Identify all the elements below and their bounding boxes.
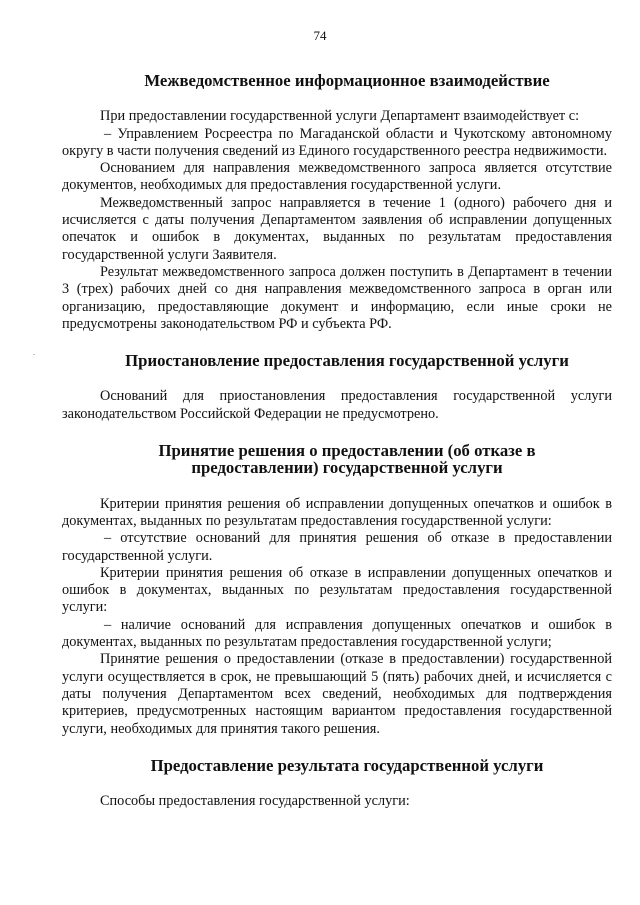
paragraph: Основанием для направления межведомственного запроса является отсутствие документов, необходимых для предоставления государственной услуги. [62, 160, 612, 194]
paragraph: Принятие решения о предоставлении (отказе в предоставлении) государственной услуги осуществляется в срок, не превышающий 5 (пять) рабочих дней, и исчисляется с даты получения Департаментом всех сведений, необходимых для подтверждения критериев, предусмотренных настоящим вариантом предоставления государственной услуги, необходимых для принятия такого решения. [62, 651, 612, 737]
paragraph: Оснований для приостановления предоставления государственной услуги законодательством Российской Федерации не предусмотрено. [62, 388, 612, 422]
paragraph: Межведомственный запрос направляется в течение 1 (одного) рабочего дня и исчисляется с даты получения Департаментом заявления об исправлении допущенных опечаток и ошибок в документах, выданных по результатам предоставления государственной услуги Заявителя. [62, 194, 612, 263]
section-heading-decision: Принятие решения о предоставлении (об отказе в предоставлении) государственной услуги [158, 441, 536, 478]
page-number: 74 [313, 28, 327, 43]
paragraph: Результат межведомственного запроса должен поступить в Департамент в течении 3 (трех) рабочих дней со дня направления межведомственного запроса в орган или организацию, предоставляющие документ и информацию, если иные сроки не предусмотрены законодательством РФ и субъекта РФ. [62, 263, 612, 332]
margin-mark: . [33, 348, 35, 357]
section-heading-result: Предоставление результата государственной услуги [150, 755, 544, 775]
paragraph: Способы предоставления государственной услуги: [100, 793, 410, 810]
document-body [62, 72, 612, 810]
section-heading-suspension: Приостановление предоставления государственной услуги [125, 351, 569, 371]
section-heading-interaction: Межведомственное информационное взаимодействие [144, 71, 550, 90]
list-item: – Управлением Росреестра по Магаданской области и Чукотскому автономному округу в части получения сведений из Единого государственного реестра недвижимости. [62, 125, 612, 159]
list-item: – отсутствие оснований для принятия решения об отказе в предоставлении государственной услуги. [62, 530, 612, 564]
paragraph: Критерии принятия решения об отказе в исправлении допущенных опечатков и ошибок в документах, выданных по результатам предоставления государственной услуги: [62, 564, 612, 616]
paragraph: При предоставлении государственной услуги Департамент взаимодействует с: [100, 108, 580, 125]
list-item: – наличие оснований для исправления допущенных опечатков и ошибок в документах, выданных по результатам предоставления государственной услуги; [62, 616, 612, 651]
paragraph: Критерии принятия решения об исправлении допущенных опечатков и ошибок в документах, выданных по результатам предоставления государственной услуги: [62, 495, 612, 529]
